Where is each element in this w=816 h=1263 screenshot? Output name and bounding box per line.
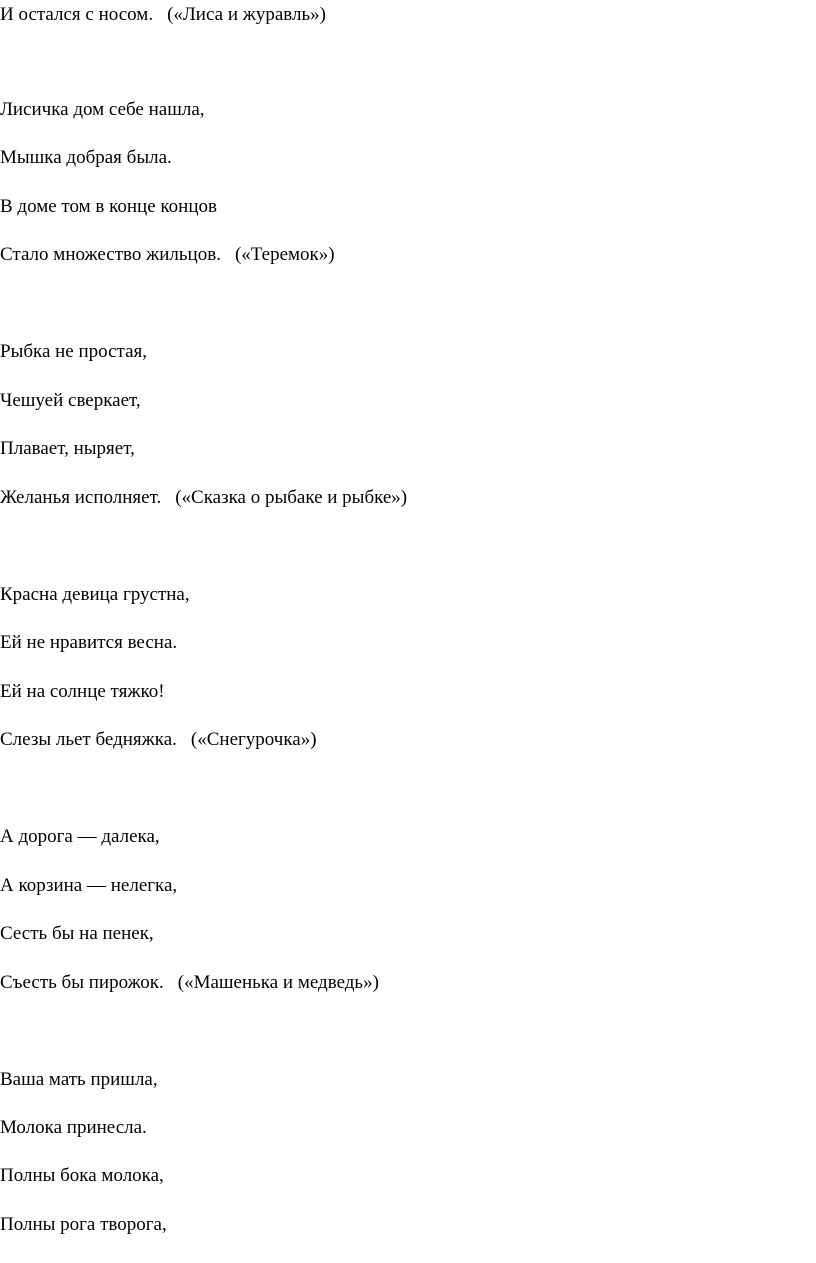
line-text: Слезы льет бедняжка. bbox=[0, 729, 177, 750]
poem-line bbox=[0, 3, 326, 27]
poem-line bbox=[0, 874, 177, 898]
line-text: Лисичка дом себе нашла, bbox=[0, 99, 205, 120]
poem-line bbox=[0, 1164, 164, 1188]
poem-line bbox=[0, 631, 177, 655]
line-text: Рыбка не простая, bbox=[0, 341, 148, 362]
line-text: Молока принесла. bbox=[0, 1117, 147, 1138]
line-text: В доме том в конце концов bbox=[0, 196, 217, 217]
line-text: Плавает, ныряет, bbox=[0, 438, 135, 459]
poem-line bbox=[0, 971, 379, 995]
tale-title: («Сказка о рыбаке и рыбке») bbox=[175, 487, 408, 508]
line-text: Полны рога творога, bbox=[0, 1214, 167, 1235]
poem-line bbox=[0, 680, 165, 704]
tale-title: («Снегурочка») bbox=[190, 729, 317, 750]
line-text: Ваша мать пришла, bbox=[0, 1069, 158, 1090]
poem-line bbox=[0, 922, 154, 946]
line-text: Желанья исполняет. bbox=[0, 487, 162, 508]
tale-title: («Машенька и медведь») bbox=[177, 972, 379, 993]
poem-line bbox=[0, 146, 172, 170]
poem-line bbox=[0, 243, 335, 267]
poem-line bbox=[0, 583, 190, 607]
line-text: А корзина — нелегка, bbox=[0, 875, 178, 896]
tale-title: («Лиса и журавль») bbox=[167, 4, 326, 25]
line-text: Ей на солнце тяжко! bbox=[0, 681, 165, 702]
line-text: И остался с носом. bbox=[0, 4, 154, 25]
line-text: Съесть бы пирожок. bbox=[0, 972, 164, 993]
poem-line bbox=[0, 1116, 147, 1140]
poem-line bbox=[0, 389, 141, 413]
line-text: Красна девица грустна, bbox=[0, 584, 190, 605]
line-text: Сесть бы на пенек, bbox=[0, 923, 154, 944]
tale-title: («Теремок») bbox=[234, 244, 335, 265]
poem-line bbox=[0, 195, 217, 219]
poem-line bbox=[0, 437, 135, 461]
poem-line bbox=[0, 340, 147, 364]
line-text: Мышка добрая была. bbox=[0, 147, 172, 168]
line-text: Полны бока молока, bbox=[0, 1165, 164, 1186]
line-text: Ей не нравится весна. bbox=[0, 632, 178, 653]
poem-line bbox=[0, 1213, 167, 1237]
poem-line bbox=[0, 1068, 158, 1092]
line-text: Чешуей сверкает, bbox=[0, 390, 141, 411]
line-text: А дорога — далека, bbox=[0, 826, 160, 847]
line-text: Стало множество жильцов. bbox=[0, 244, 221, 265]
poem-line bbox=[0, 728, 317, 752]
poem-line bbox=[0, 825, 160, 849]
poem-line bbox=[0, 486, 407, 510]
poem-line bbox=[0, 98, 205, 122]
